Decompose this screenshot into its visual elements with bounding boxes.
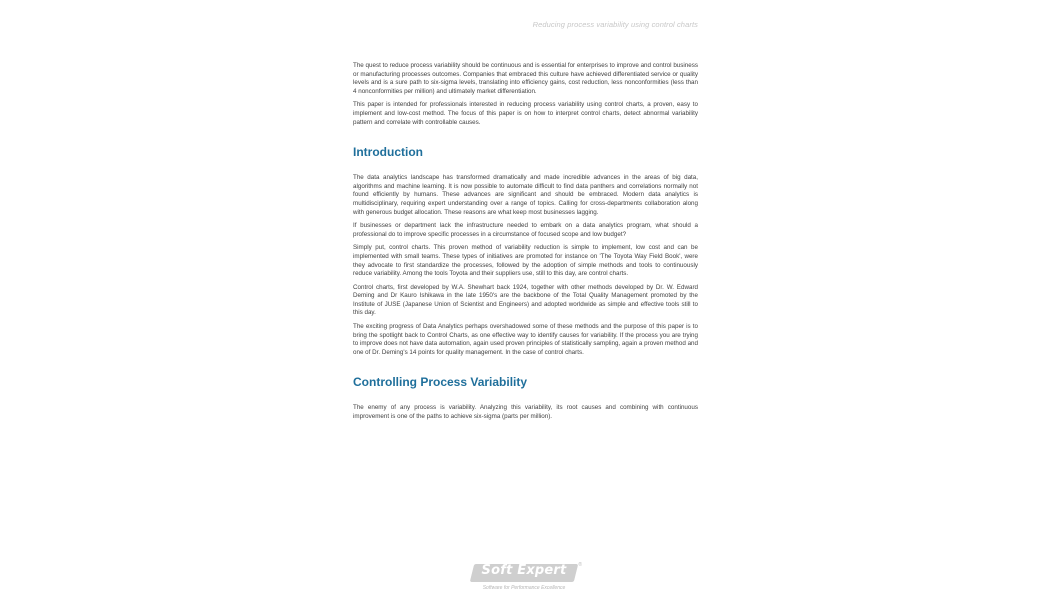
variability-paragraph-1: The enemy of any process is variability. Analyzing this variability, its root causes and combining with continuous improvement is one of the paths to achieve six-sigma (parts per million). bbox=[353, 404, 698, 421]
logo-wordmark: Soft Expert bbox=[481, 563, 567, 578]
softexpert-logo bbox=[470, 562, 582, 594]
introduction-paragraph-4: Control charts, first developed by W.A. Shewhart back 1924, together with other methods developed by Dr. W. Edward Deming and Dr Kauro Ishikawa in the late 1950's are the backbone of the Total Quality Management promoted by the Institute of JUSE (Japanese Union of Scientist and Engineers) and adopted worldwide as simple and effective tools still to this day. bbox=[353, 283, 698, 317]
introduction-paragraph-3: Simply put, control charts. This proven method of variability reduction is simple to implement, low cost and can be implemented with small teams. These types of initiatives are promoted for instance on 'The Toyota Way Field Book', were they advocate to first standardize the processes, followed by the adoption of simple methods and tools to continuously reduce variability. Among the tools Toyota and their suppliers use, still to this day, are control charts. bbox=[353, 244, 698, 278]
introduction-paragraph-5: The exciting progress of Data Analytics perhaps overshadowed some of these methods and the purpose of this paper is to bring the spotlight back to Control Charts, as one effective way to identify causes for variability. If the process you are trying to improve does not have data automation, again used proven principles of statistically sampling, again a proven method and one of Dr. Deming's 14 points for quality management. In the case of control charts. bbox=[353, 323, 699, 356]
section-heading-controlling-process-variability: Controlling Process Variability bbox=[353, 375, 528, 390]
document-body bbox=[353, 62, 698, 427]
logo-tagline: Software for Performance Excellence bbox=[482, 585, 566, 591]
section-heading-introduction: Introduction bbox=[353, 145, 423, 160]
introduction-paragraph-1: The data analytics landscape has transformed dramatically and made incredible advances in the areas of big data, algorithms and machine learning. It is now possible to automate difficult to find data panthers and correlations normally not found efficiently by humans. These advances are significant and should be embraced. Modern data analytics is multidisciplinary, requiring expert understanding over a range of topics. Calling for cross-departments collaboration along with generous budget allocation. These reasons are what keep most businesses lagging. bbox=[353, 174, 698, 216]
introduction-paragraph-2: If businesses or department lack the infrastructure needed to embark on a data analytics program, what should a professional do to improve specific processes in a circumstance of focused scope and low budget? bbox=[353, 222, 698, 238]
running-header: Reducing process variability using control charts bbox=[532, 20, 698, 29]
registered-mark: ® bbox=[578, 562, 582, 568]
intro-paragraph-2: This paper is intended for professionals interested in reducing process variability using control charts, a proven, easy to implement and low-cost method. The focus of this paper is on how to interpret control charts, detect abnormal variability pattern and correlate with controllable causes. bbox=[353, 101, 698, 126]
intro-paragraph-1: The quest to reduce process variability should be continuous and is essential for enterprises to improve and control business or manufacturing processes outcomes. Companies that embraced this culture have achieved differentiated service or quality levels and is a sure path to six-sigma levels, translating into efficiency gains, cost reduction, less nonconformities (less than 4 nonconformities per million) and ultimately market differentiation. bbox=[353, 62, 698, 95]
